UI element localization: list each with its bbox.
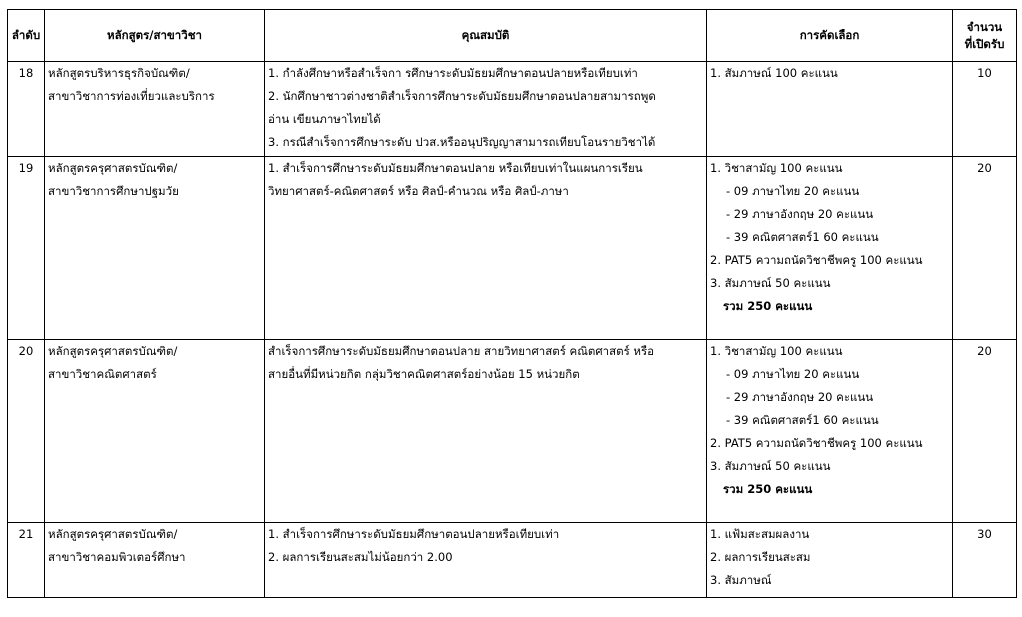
qualifications-cell [265,523,707,598]
table-row [8,523,1017,598]
header-qualifications: คุณสมบัติ [265,10,707,62]
program-cell [45,157,265,340]
table-row [8,157,1017,340]
row-number: 21 [8,523,45,598]
header-selection: การคัดเลือก [707,10,953,62]
selection-line: - 29 ภาษาอังกฤษ 20 คะแนน [726,207,874,221]
qualification-line: สำเร็จการศึกษาระดับมัธยมศึกษาตอนปลาย สายวิทยาศาสตร์ คณิตศาสตร์ หรือ [268,344,655,358]
qualification-line: สายอื่นที่มีหน่วยกิต กลุ่มวิชาคณิตศาสตร์อย่างน้อย 15 หน่วยกิต [268,367,580,381]
header-seats-line2: ที่เปิดรับ [964,36,1005,51]
seats-count: 30 [953,523,1017,598]
seats-count: 20 [953,157,1017,340]
header-no: ลำดับ [8,10,45,62]
selection-line: 1. วิชาสามัญ 100 คะแนน [710,344,843,358]
qualifications-cell [265,157,707,340]
program-line: หลักสูตรครุศาสตรบัณฑิต/ [48,161,178,175]
seats-count: 20 [953,340,1017,523]
program-line: สาขาวิชาคณิตศาสตร์ [48,367,157,381]
admission-table-container [7,9,1017,598]
qualification-line: 1. สำเร็จการศึกษาระดับมัธยมศึกษาตอนปลายหรือเทียบเท่า [268,527,560,541]
seats-count: 10 [953,62,1017,157]
program-cell [45,523,265,598]
program-line: สาขาวิชาการศึกษาปฐมวัย [48,184,179,198]
qualification-line: 2. ผลการเรียนสะสมไม่น้อยกว่า 2.00 [268,550,453,564]
qualification-line: 3. กรณีสำเร็จการศึกษาระดับ ปวส.หรืออนุปริญญาสามารถเทียบโอนรายวิชาได้ [268,135,656,149]
selection-line: 1. แฟ้มสะสมผลงาน [710,527,810,541]
qualification-line: วิทยาศาสตร์-คณิตศาสตร์ หรือ ศิลป์-คำนวณ หรือ ศิลป์-ภาษา [268,184,569,198]
selection-line: 2. ผลการเรียนสะสม [710,550,811,564]
selection-cell [707,157,953,340]
qualification-line: 2. นักศึกษาชาวต่างชาติสำเร็จการศึกษาระดับมัธยมศึกษาตอนปลายสามารถพูด [268,89,656,103]
program-cell [45,62,265,157]
selection-line: - 39 คณิตศาสตร์1 60 คะแนน [726,413,879,427]
selection-total: รวม 250 คะแนน [723,299,813,313]
admission-table [7,9,1017,598]
selection-line: - 09 ภาษาไทย 20 คะแนน [726,367,860,381]
qualification-line: 1. สำเร็จการศึกษาระดับมัธยมศึกษาตอนปลาย หรือเทียบเท่าในแผนการเรียน [268,161,643,175]
row-number: 19 [8,157,45,340]
program-line: หลักสูตรครุศาสตรบัณฑิต/ [48,344,178,358]
selection-cell [707,62,953,157]
selection-line: 3. สัมภาษณ์ 50 คะแนน [710,276,831,290]
row-number: 20 [8,340,45,523]
selection-line: 3. สัมภาษณ์ 50 คะแนน [710,459,831,473]
header-seats [953,10,1017,62]
program-cell [45,340,265,523]
header-seats-line1: จำนวน [966,19,1003,34]
selection-line: - 09 ภาษาไทย 20 คะแนน [726,184,860,198]
qualifications-cell [265,340,707,523]
selection-cell [707,523,953,598]
selection-line: 2. PAT5 ความถนัดวิชาชีพครู 100 คะแนน [710,436,923,450]
program-line: สาขาวิชาการท่องเที่ยวและบริการ [48,89,215,103]
selection-line: - 29 ภาษาอังกฤษ 20 คะแนน [726,390,874,404]
selection-cell [707,340,953,523]
row-number: 18 [8,62,45,157]
program-line: สาขาวิชาคอมพิวเตอร์ศึกษา [48,550,186,564]
selection-line: 1. วิชาสามัญ 100 คะแนน [710,161,843,175]
program-line: หลักสูตรบริหารธุรกิจบัณฑิต/ [48,66,190,80]
table-row [8,62,1017,157]
selection-line: - 39 คณิตศาสตร์1 60 คะแนน [726,230,879,244]
program-line: หลักสูตรครุศาสตรบัณฑิต/ [48,527,178,541]
selection-line: 3. สัมภาษณ์ [710,573,772,587]
qualifications-cell [265,62,707,157]
selection-total: รวม 250 คะแนน [723,482,813,496]
selection-line: 2. PAT5 ความถนัดวิชาชีพครู 100 คะแนน [710,253,923,267]
qualification-line: 1. กำลังศึกษาหรือสำเร็จกา รศึกษาระดับมัธยมศึกษาตอนปลายหรือเทียบเท่า [268,66,638,80]
header-program: หลักสูตร/สาขาวิชา [45,10,265,62]
header-row [8,10,1017,62]
selection-line: 1. สัมภาษณ์ 100 คะแนน [710,66,838,80]
qualification-line: อ่าน เขียนภาษาไทยได้ [268,112,381,126]
table-row [8,340,1017,523]
